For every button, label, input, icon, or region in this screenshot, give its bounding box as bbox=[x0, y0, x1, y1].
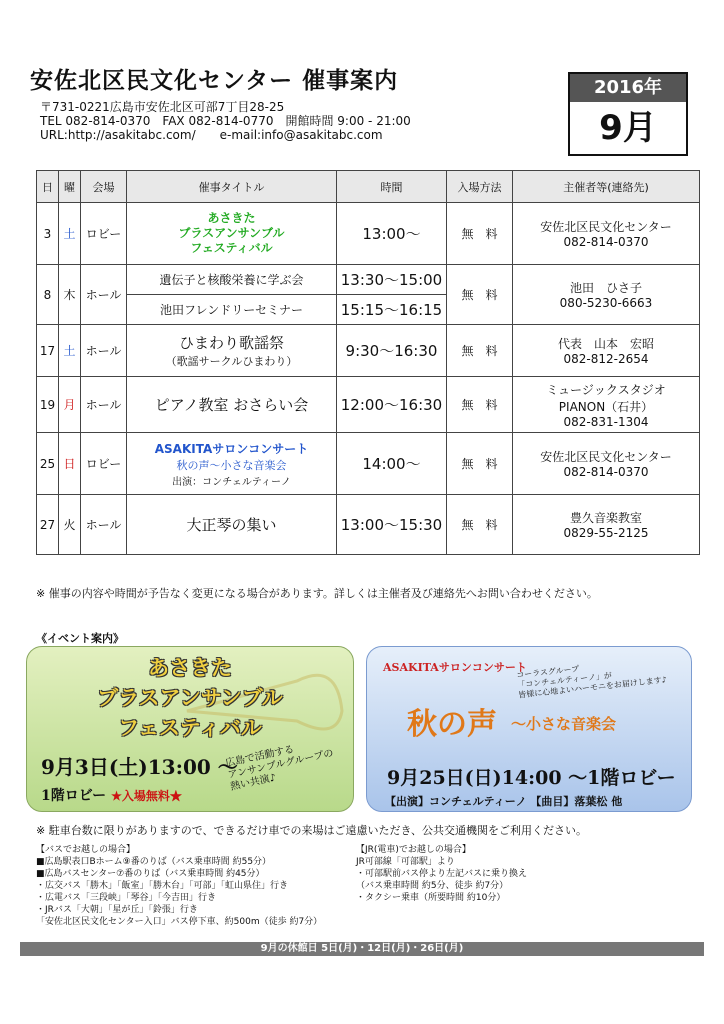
cell-time: 13:00〜15:30 bbox=[337, 495, 447, 555]
cell-day: 8 bbox=[37, 265, 59, 325]
table-header-row bbox=[37, 171, 700, 203]
cell-organizer: 池田 ひさ子 080-5230-6663 bbox=[513, 265, 700, 325]
closed-days-banner: 9月の休館日 5日(月)・12日(月)・26日(月) bbox=[20, 942, 704, 956]
cell-organizer: 豊久音楽教室 0829-55-2125 bbox=[513, 495, 700, 555]
cell-time: 13:30〜15:00 bbox=[337, 265, 447, 295]
panel-date: 9月25日(日)14:00 〜1階ロビー bbox=[387, 767, 676, 789]
cell-title: 大正琴の集い bbox=[127, 495, 337, 555]
event-title: ひまわり歌謡祭 bbox=[178, 334, 284, 352]
free-entry-badge: ★入場無料★ bbox=[111, 789, 182, 803]
cell-time: 15:15〜16:15 bbox=[337, 295, 447, 325]
cell-entry: 無 料 bbox=[447, 325, 513, 377]
cell-venue: ホール bbox=[81, 377, 127, 433]
page-title: 安佐北区民文化センター 催事案内 bbox=[30, 68, 399, 94]
cell-venue: ロビー bbox=[81, 203, 127, 265]
cell-entry: 無 料 bbox=[447, 377, 513, 433]
cell-dow: 月 bbox=[59, 377, 81, 433]
date-box bbox=[568, 72, 688, 156]
event-info-label: 《イベント案内》 bbox=[36, 632, 124, 645]
panel-heading: ASAKITAサロンコンサート bbox=[383, 661, 527, 674]
cell-organizer: 代表 山本 宏昭 082-812-2654 bbox=[513, 325, 700, 377]
table-row bbox=[37, 265, 700, 295]
col-time: 時間 bbox=[337, 171, 447, 203]
month-label: 9月 bbox=[599, 108, 657, 148]
col-title: 催事タイトル bbox=[127, 171, 337, 203]
event-title: ASAKITAサロンコンサート bbox=[154, 441, 309, 456]
cell-day: 27 bbox=[37, 495, 59, 555]
panel-title-line2: ブラスアンサンブル bbox=[97, 685, 283, 710]
cell-time: 13:00〜 bbox=[337, 203, 447, 265]
panel-main-subtitle: 〜小さな音楽会 bbox=[511, 715, 617, 733]
event-performer: 出演：コンチェルティーノ bbox=[172, 476, 291, 488]
event-subtitle: 秋の声〜小さな音楽会 bbox=[176, 458, 287, 472]
parking-notice: ※ 駐車台数に限りがありますので、できるだけ車での来場はご遠慮いただき、公共交通機関をご利用ください。 bbox=[36, 824, 588, 837]
change-notice: ※ 催事の内容や時間が予告なく変更になる場合があります。詳しくは主催者及び連絡先へお問い合わせください。 bbox=[36, 587, 598, 600]
panel-title-line3: フェスティバル bbox=[118, 715, 262, 740]
cell-title: あさきた ブラスアンサンブル フェスティバル bbox=[127, 203, 337, 265]
cell-day: 19 bbox=[37, 377, 59, 433]
cell-title: 遺伝子と核酸栄養に学ぶ会 bbox=[127, 265, 337, 295]
cell-time: 9:30〜16:30 bbox=[337, 325, 447, 377]
cell-organizer: ミュージックスタジオ PIANON（石井） 082-831-1304 bbox=[513, 377, 700, 433]
cell-entry: 無 料 bbox=[447, 433, 513, 495]
col-organizer: 主催者等(連絡先) bbox=[513, 171, 700, 203]
cell-time: 12:00〜16:30 bbox=[337, 377, 447, 433]
cell-day: 17 bbox=[37, 325, 59, 377]
train-access-info: 【JR(電車)でお越しの場合】 JR可部線「可部駅」より ・可部駅前バス停より左記バスに乗り換え （バス乗車時間 約5分、徒歩 約7分） ・タクシー乗車（所要時間 約10分） bbox=[356, 845, 528, 903]
cell-title bbox=[127, 433, 337, 495]
table-row bbox=[37, 325, 700, 377]
lobby-label: 1階ロビー bbox=[41, 788, 107, 804]
year-label: 2016年 bbox=[570, 74, 686, 102]
contact-url[interactable]: URL:http://asakitabc.com/ e-mail:info@asakitabc.com bbox=[40, 128, 383, 142]
cell-entry: 無 料 bbox=[447, 203, 513, 265]
cell-dow: 木 bbox=[59, 265, 81, 325]
cell-dow: 日 bbox=[59, 433, 81, 495]
panel-main-title: 秋の声 bbox=[407, 707, 497, 742]
table-row bbox=[37, 433, 700, 495]
event-schedule-table bbox=[36, 170, 700, 555]
contact-tel: TEL 082-814-0370 FAX 082-814-0770 開館時間 9:00 - 21:00 bbox=[40, 114, 411, 128]
address-block bbox=[40, 100, 411, 142]
cell-entry: 無 料 bbox=[447, 495, 513, 555]
table-row bbox=[37, 495, 700, 555]
cell-dow: 火 bbox=[59, 495, 81, 555]
panel-title-line1: あさきた bbox=[148, 655, 232, 680]
panel-description: 広島で活動する アンサンブルグループの 熱い共演♪ bbox=[224, 744, 335, 793]
cell-venue: ロビー bbox=[81, 433, 127, 495]
bus-access-info: 【バスでお越しの場合】 ■広島駅表口Bホーム⑨番のりば（バス乗車時間 約55分） ■広島バスセンター⑦番のりば（バス乗車時間 約45分） ・広交バス「勝木」「飯室」「勝木台」「可部」「虹山県住」行き ・広電バス「三段峡」「琴谷」「今吉田」行き ・JRバス「大朝」「星が丘」「鈴張」行き 「安佐北区民文化センター入口」バス停下車、約500m（徒歩 約7分） bbox=[36, 845, 323, 927]
col-venue: 会場 bbox=[81, 171, 127, 203]
cell-venue: ホール bbox=[81, 265, 127, 325]
cell-title: 池田フレンドリーセミナー bbox=[127, 295, 337, 325]
salon-concert-panel bbox=[366, 646, 692, 812]
cell-time: 14:00〜 bbox=[337, 433, 447, 495]
cell-venue: ホール bbox=[81, 495, 127, 555]
cell-title: ピアノ教室 おさらい会 bbox=[127, 377, 337, 433]
event-subtitle: （歌謡サークルひまわり） bbox=[165, 355, 298, 368]
panel-venue bbox=[41, 785, 182, 805]
cell-dow: 土 bbox=[59, 325, 81, 377]
col-day: 日 bbox=[37, 171, 59, 203]
cell-entry: 無 料 bbox=[447, 265, 513, 325]
cell-organizer: 安佐北区民文化センター 082-814-0370 bbox=[513, 433, 700, 495]
cell-venue: ホール bbox=[81, 325, 127, 377]
panel-date: 9月3日(土)13:00 〜 bbox=[41, 755, 238, 779]
col-entry: 入場方法 bbox=[447, 171, 513, 203]
panel-cast: 【出演】コンチェルティーノ 【曲目】落葉松 他 bbox=[385, 795, 623, 808]
postal-address: 〒731-0221広島市安佐北区可部7丁目28-25 bbox=[40, 100, 285, 114]
cell-organizer: 安佐北区民文化センター 082-814-0370 bbox=[513, 203, 700, 265]
cell-dow: 土 bbox=[59, 203, 81, 265]
table-row bbox=[37, 377, 700, 433]
col-dow: 曜 bbox=[59, 171, 81, 203]
cell-day: 3 bbox=[37, 203, 59, 265]
panel-group-note: コーラスグループ 「コンチェルティーノ」が 皆様に心地よいハーモニをお届けします♪ bbox=[515, 664, 668, 700]
cell-title bbox=[127, 325, 337, 377]
table-row bbox=[37, 203, 700, 265]
cell-day: 25 bbox=[37, 433, 59, 495]
brass-festival-panel bbox=[26, 646, 354, 812]
